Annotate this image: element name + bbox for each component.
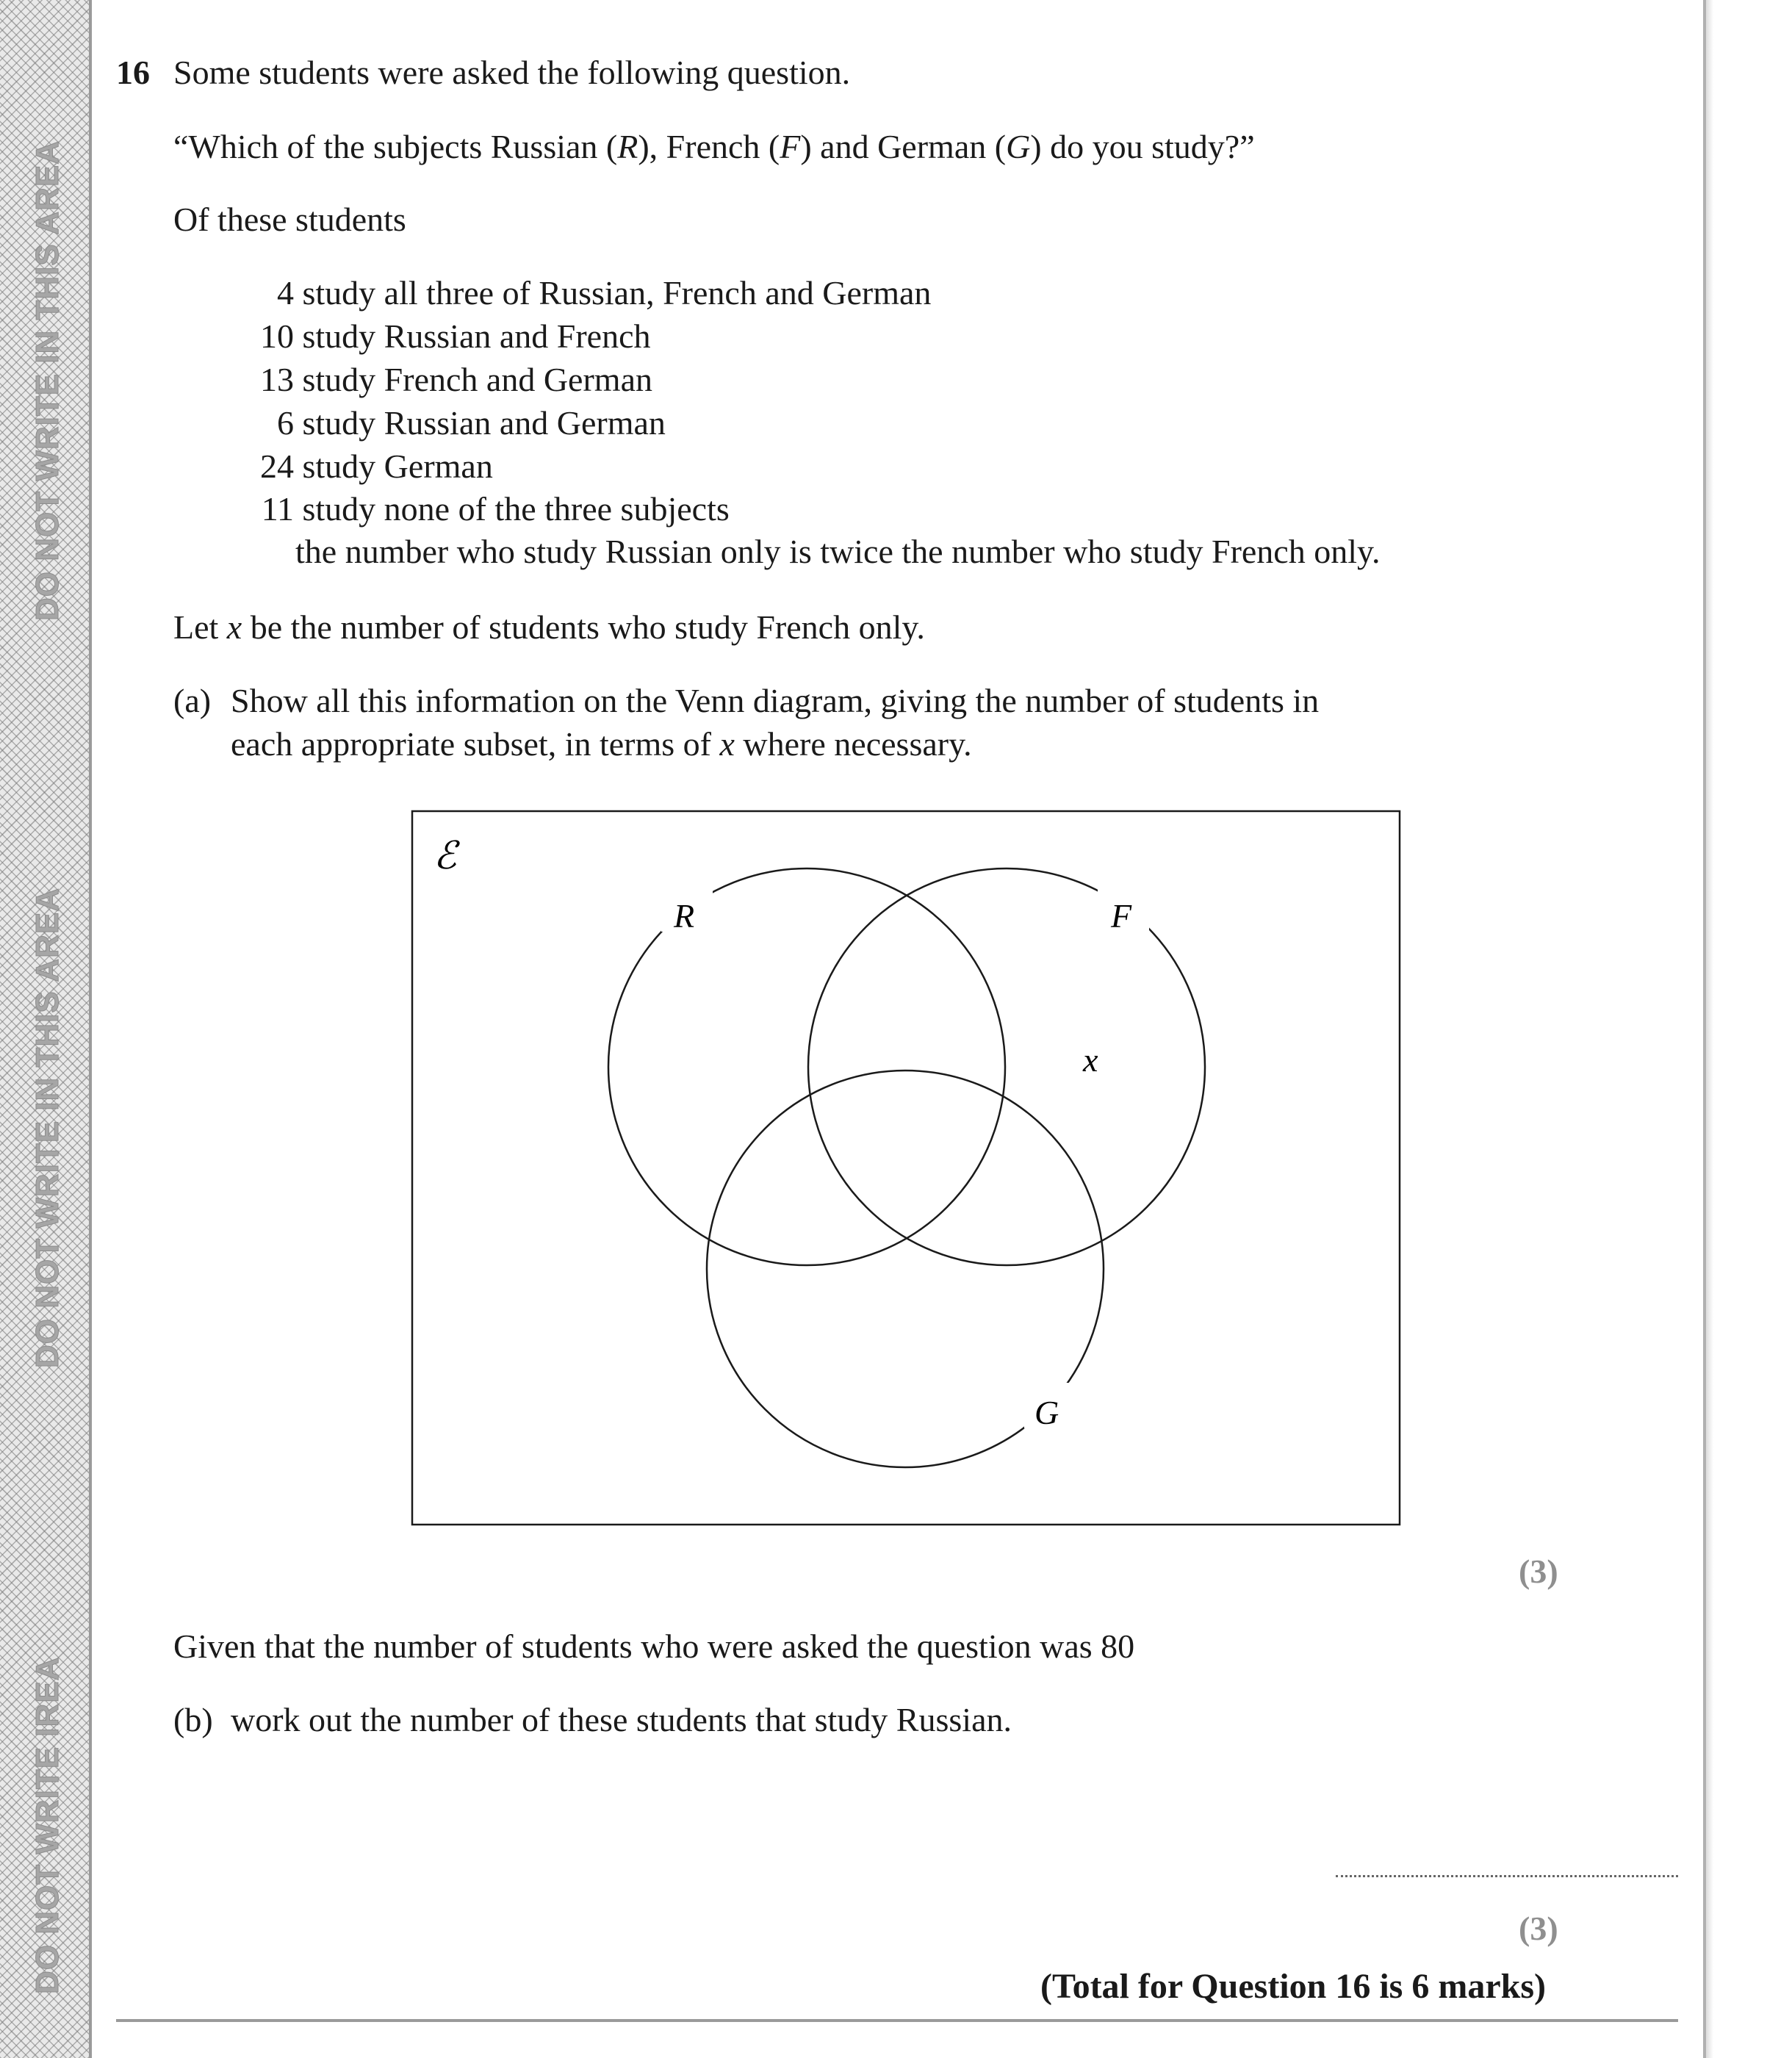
- fact-line: 11 study none of the three subjects: [261, 490, 730, 528]
- part-b-label: (b): [173, 1701, 213, 1738]
- let-x-statement: Let x be the number of students who study French only.: [173, 608, 925, 646]
- fact-line: 10 study Russian and French: [260, 317, 651, 355]
- part-a-text: each appropriate subset, in terms of x where necessary.: [231, 725, 972, 763]
- question-quote: “Which of the subjects Russian (R), French (F) and German (G) do you study?”: [173, 128, 1255, 165]
- bottom-rule: [116, 2019, 1678, 2022]
- part-b-marks: (3): [1519, 1910, 1558, 1947]
- part-a-marks: (3): [1519, 1553, 1558, 1590]
- margin-warning: DO NOT WRITE IREA: [29, 1656, 65, 1994]
- total-marks: (Total for Question 16 is 6 marks): [1040, 1967, 1546, 2006]
- question-intro: Some students were asked the following question.: [173, 54, 851, 91]
- part-b-text: work out the number of these students that study Russian.: [231, 1701, 1012, 1738]
- part-a-text: Show all this information on the Venn diagram, giving the number of students in: [231, 682, 1320, 719]
- of-these-students: Of these students: [173, 201, 406, 238]
- question-number: 16: [116, 54, 150, 91]
- universal-set-symbol: ℰ: [433, 835, 457, 877]
- margin-warning: DO NOT WRITE IN THIS AREA: [29, 887, 65, 1368]
- fact-line: 13 study French and German: [260, 361, 652, 398]
- margin-warning: DO NOT WRITE IN THIS AREA: [29, 140, 65, 621]
- fact-line: 6 study Russian and German: [277, 404, 666, 442]
- label-R: R: [674, 897, 695, 935]
- fact-line: 24 study German: [260, 447, 493, 485]
- label-F: F: [1111, 897, 1132, 935]
- fact-line: 4 study all three of Russian, French and German: [277, 274, 932, 312]
- universal-set-box: [412, 811, 1400, 1525]
- given-statement: Given that the number of students who were asked the question was 80: [173, 1627, 1135, 1665]
- answer-line[interactable]: [1336, 1875, 1678, 1877]
- part-a-label: (a): [173, 682, 212, 719]
- french-only-x: x: [1083, 1041, 1098, 1079]
- fact-line: the number who study Russian only is twice the number who study French only.: [295, 533, 1381, 570]
- label-G: G: [1034, 1394, 1059, 1431]
